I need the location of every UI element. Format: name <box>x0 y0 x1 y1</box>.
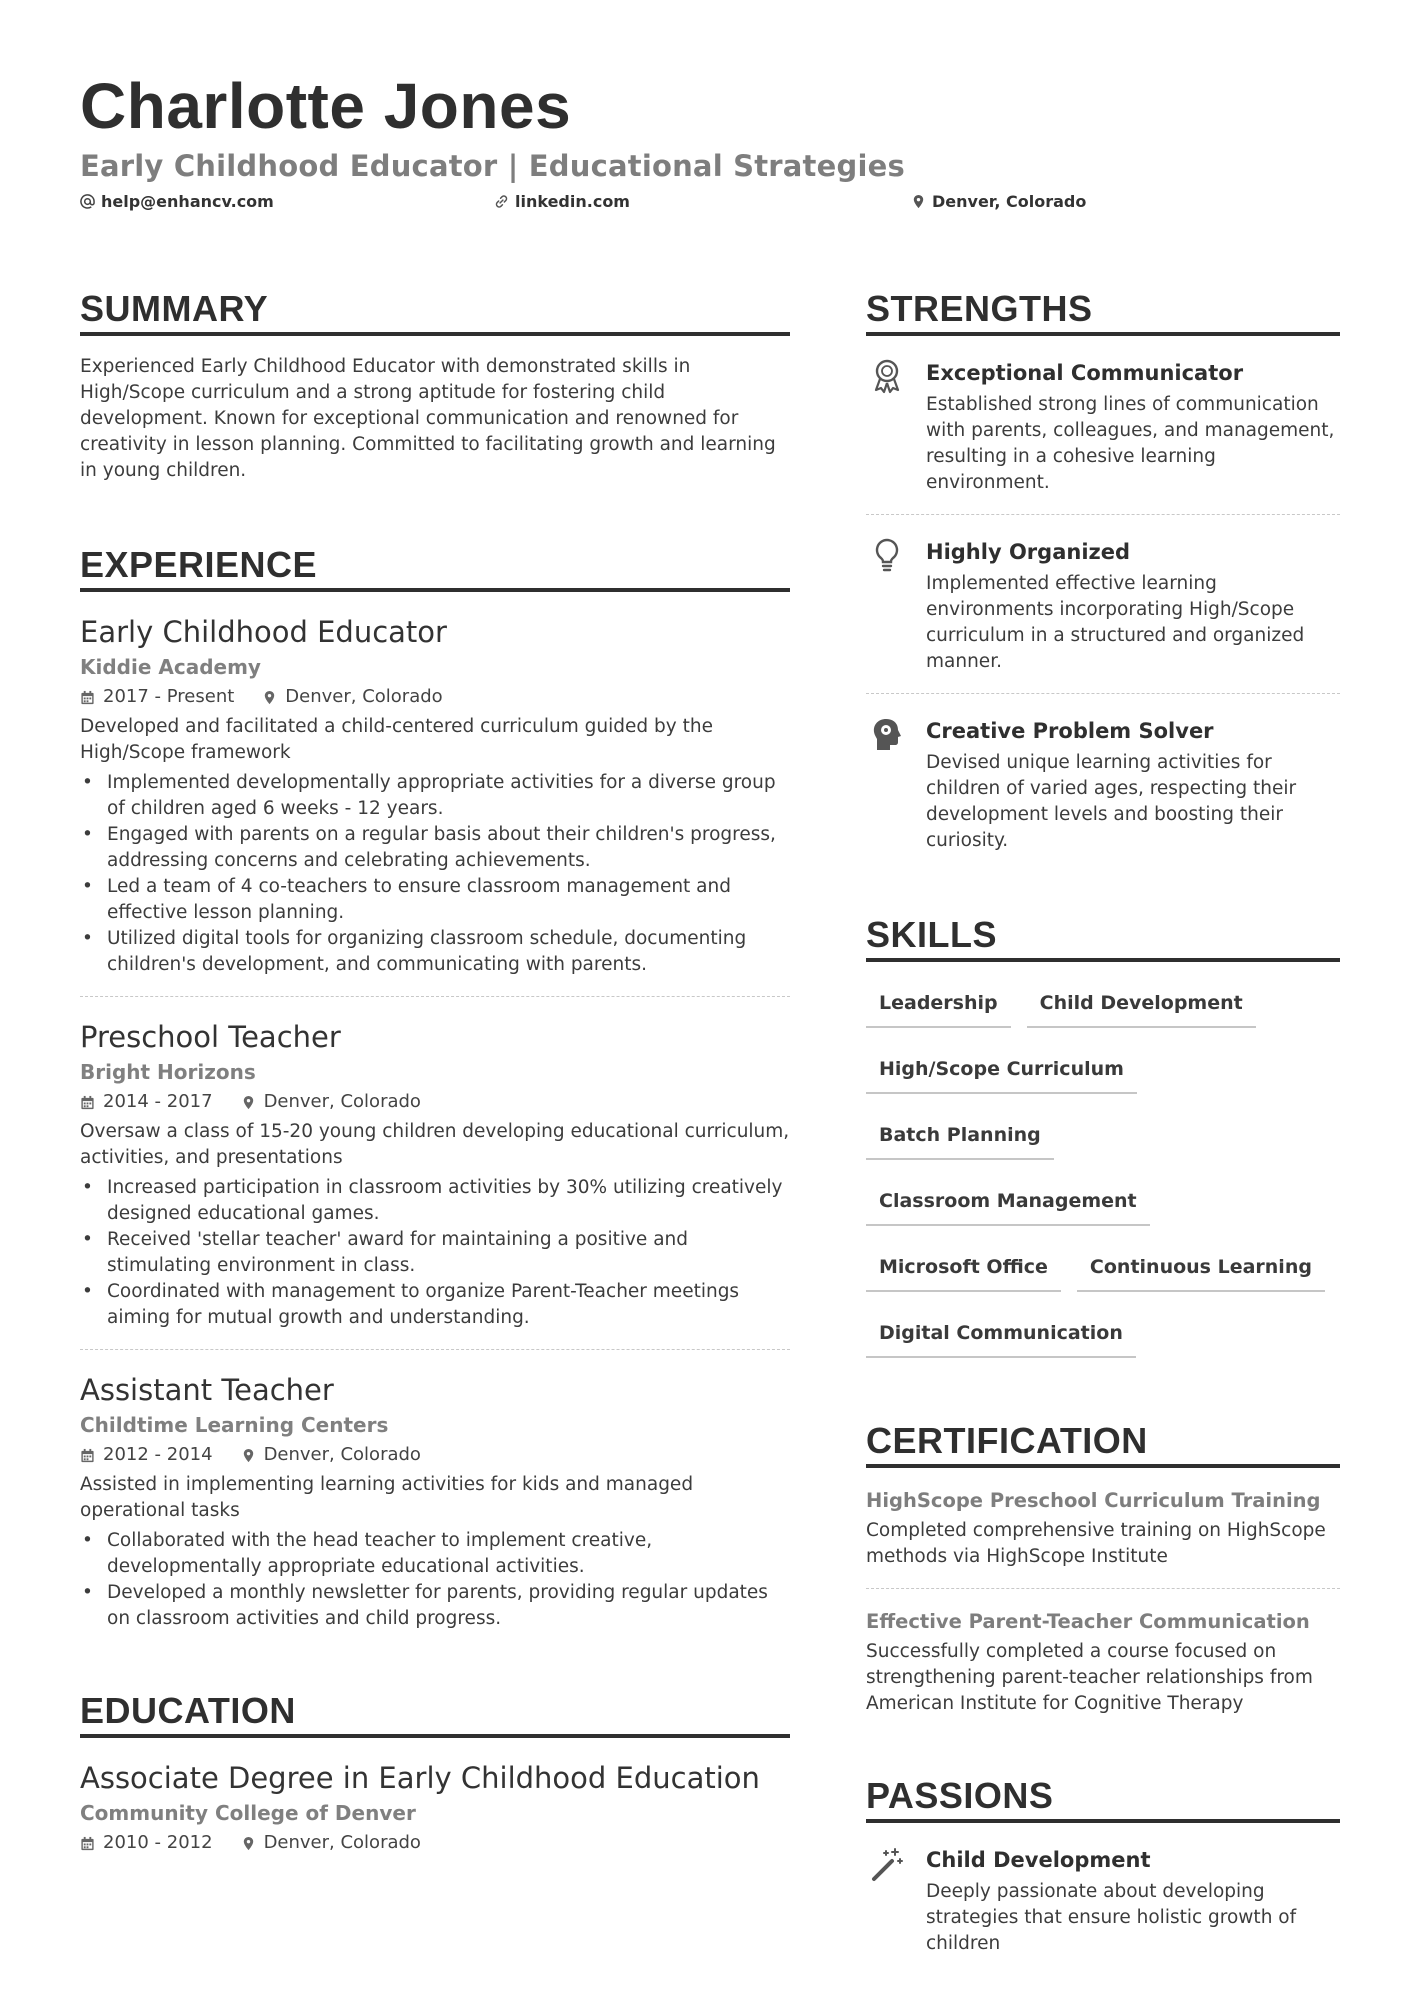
job-meta <box>80 1089 790 1115</box>
strength-title: Highly Organized <box>926 540 1131 564</box>
job-entry <box>80 614 790 978</box>
job-location: Denver, Colorado <box>263 1091 421 1112</box>
certification-description: Successfully completed a course focused on strengthening parent-teacher relationships from American Institute for Cognitive Therapy <box>866 1641 1313 1714</box>
education-dates: 2010 - 2012 <box>103 1832 213 1853</box>
education-entry <box>80 1760 790 1856</box>
right-column <box>866 288 1340 1957</box>
job-bullet: • Led a team of 4 co-teachers to ensure classroom management and effective lesson planning. <box>80 874 790 926</box>
summary-heading: SUMMARY <box>80 288 790 336</box>
map-pin-icon <box>241 1836 256 1851</box>
lightbulb-icon <box>870 537 904 575</box>
linkedin-text: linkedin.com <box>515 192 630 211</box>
school-name: Community College of Denver <box>80 1801 416 1825</box>
passion-description: Deeply passionate about developing strategies that ensure holistic growth of children <box>926 1881 1297 1954</box>
strength-description: Devised unique learning activities for children of varied ages, respecting their development levels and boosting their curiosity. <box>926 752 1297 851</box>
job-bullet: • Developed a monthly newsletter for parents, providing regular updates on classroom activities and child progress. <box>80 1580 790 1632</box>
company-name: Bright Horizons <box>80 1060 256 1084</box>
skills-list <box>866 982 1340 1358</box>
strength-title: Exceptional Communicator <box>926 361 1244 385</box>
divider <box>80 1349 790 1350</box>
contact-row <box>80 192 1330 216</box>
calendar-icon <box>80 690 95 705</box>
job-bullet: • Received 'stellar teacher' award for maintaining a positive and stimulating environment in class. <box>80 1227 790 1279</box>
calendar-icon <box>80 1448 95 1463</box>
job-bullet: • Coordinated with management to organize Parent-Teacher meetings aiming for mutual growth and understanding. <box>80 1279 790 1331</box>
strength-description: Implemented effective learning environments incorporating High/Scope curriculum in a structured and organized manner. <box>926 573 1305 672</box>
job-bullets <box>80 770 790 978</box>
strength-item <box>866 537 1340 675</box>
job-location: Denver, Colorado <box>285 686 443 707</box>
job-entry <box>80 1019 790 1331</box>
calendar-icon <box>80 1095 95 1110</box>
email-text: help@enhancv.com <box>101 192 274 211</box>
certification-title: HighScope Preschool Curriculum Training <box>866 1489 1321 1512</box>
passion-item <box>866 1845 1340 1957</box>
certification-heading: CERTIFICATION <box>866 1420 1340 1468</box>
job-location: Denver, Colorado <box>263 1444 421 1465</box>
head-icon <box>870 716 904 754</box>
company-name: Childtime Learning Centers <box>80 1413 389 1437</box>
education-meta <box>80 1830 790 1856</box>
divider <box>80 996 790 997</box>
skill-tag: Digital Communication <box>866 1312 1136 1358</box>
link-icon <box>494 194 509 209</box>
divider <box>866 1588 1340 1589</box>
job-title: Assistant Teacher <box>80 1373 334 1407</box>
map-pin-icon <box>262 690 277 705</box>
strength-title: Creative Problem Solver <box>926 719 1214 743</box>
job-bullet: • Engaged with parents on a regular basis about their children's progress, addressing concerns and celebrating achievements. <box>80 822 790 874</box>
job-title: Preschool Teacher <box>80 1020 341 1054</box>
map-pin-icon <box>911 194 926 209</box>
at-icon <box>80 194 95 209</box>
certification-item <box>866 1486 1340 1570</box>
job-dates: 2017 - Present <box>103 686 235 707</box>
job-dates: 2014 - 2017 <box>103 1091 213 1112</box>
strengths-heading: STRENGTHS <box>866 288 1340 336</box>
linkedin-contact[interactable] <box>494 192 630 211</box>
magic-wand-icon <box>870 1845 904 1883</box>
passions-heading: PASSIONS <box>866 1775 1340 1823</box>
strength-description: Established strong lines of communication with parents, colleagues, and management, resulting in a cohesive learning environment. <box>926 394 1335 493</box>
skill-tag: Microsoft Office <box>866 1246 1061 1292</box>
location-text: Denver, Colorado <box>932 192 1087 211</box>
job-bullets <box>80 1175 790 1331</box>
job-dates: 2012 - 2014 <box>103 1444 213 1465</box>
job-bullets <box>80 1528 790 1632</box>
skill-tag: Batch Planning <box>866 1114 1054 1160</box>
job-title: Early Childhood Educator <box>80 615 447 649</box>
skill-tag: Continuous Learning <box>1077 1246 1325 1292</box>
certification-title: Effective Parent-Teacher Communication <box>866 1610 1310 1633</box>
left-column <box>80 288 790 1856</box>
candidate-title: Early Childhood Educator | Educational Strategies <box>80 149 905 183</box>
divider <box>866 514 1340 515</box>
job-description: Assisted in implementing learning activities for kids and managed operational tasks <box>80 1474 694 1521</box>
skills-heading: SKILLS <box>866 914 1340 962</box>
degree-title: Associate Degree in Early Childhood Education <box>80 1761 760 1795</box>
skill-tag: Leadership <box>866 982 1011 1028</box>
calendar-icon <box>80 1836 95 1851</box>
passion-title: Child Development <box>926 1848 1151 1872</box>
map-pin-icon <box>241 1095 256 1110</box>
strength-item <box>866 358 1340 496</box>
skill-tag: High/Scope Curriculum <box>866 1048 1137 1094</box>
location-contact <box>911 192 1086 211</box>
summary-text: Experienced Early Childhood Educator with demonstrated skills in High/Scope curriculum and a strong aptitude for fostering child development. Known for exceptional communication and renowned for creativity in lesson planning. Committed to facilitating growth and learning in young children. <box>80 356 776 481</box>
award-icon <box>870 358 904 396</box>
certification-description: Completed comprehensive training on HighScope methods via HighScope Institute <box>866 1520 1326 1567</box>
strength-item <box>866 716 1340 854</box>
skill-tag: Child Development <box>1027 982 1256 1028</box>
job-bullet: • Implemented developmentally appropriate activities for a diverse group of children aged 6 weeks - 12 years. <box>80 770 790 822</box>
job-bullet: • Increased participation in classroom activities by 30% utilizing creatively designed educational games. <box>80 1175 790 1227</box>
skill-tag: Classroom Management <box>866 1180 1150 1226</box>
candidate-name: Charlotte Jones <box>80 70 572 142</box>
job-meta <box>80 684 790 710</box>
map-pin-icon <box>241 1448 256 1463</box>
job-bullet: • Collaborated with the head teacher to implement creative, developmentally appropriate educational activities. <box>80 1528 790 1580</box>
job-meta <box>80 1442 790 1468</box>
resume-header <box>80 66 1330 216</box>
company-name: Kiddie Academy <box>80 655 261 679</box>
education-location: Denver, Colorado <box>263 1832 421 1853</box>
divider <box>866 693 1340 694</box>
email-contact[interactable] <box>80 192 274 211</box>
job-description: Oversaw a class of 15-20 young children developing educational curriculum, activities, and presentations <box>80 1121 790 1168</box>
job-entry <box>80 1372 790 1632</box>
job-description: Developed and facilitated a child-centered curriculum guided by the High/Scope framework <box>80 716 713 763</box>
certification-item <box>866 1607 1340 1717</box>
experience-heading: EXPERIENCE <box>80 544 790 592</box>
education-heading: EDUCATION <box>80 1690 790 1738</box>
job-bullet: • Utilized digital tools for organizing classroom schedule, documenting children's development, and communicating with parents. <box>80 926 790 978</box>
